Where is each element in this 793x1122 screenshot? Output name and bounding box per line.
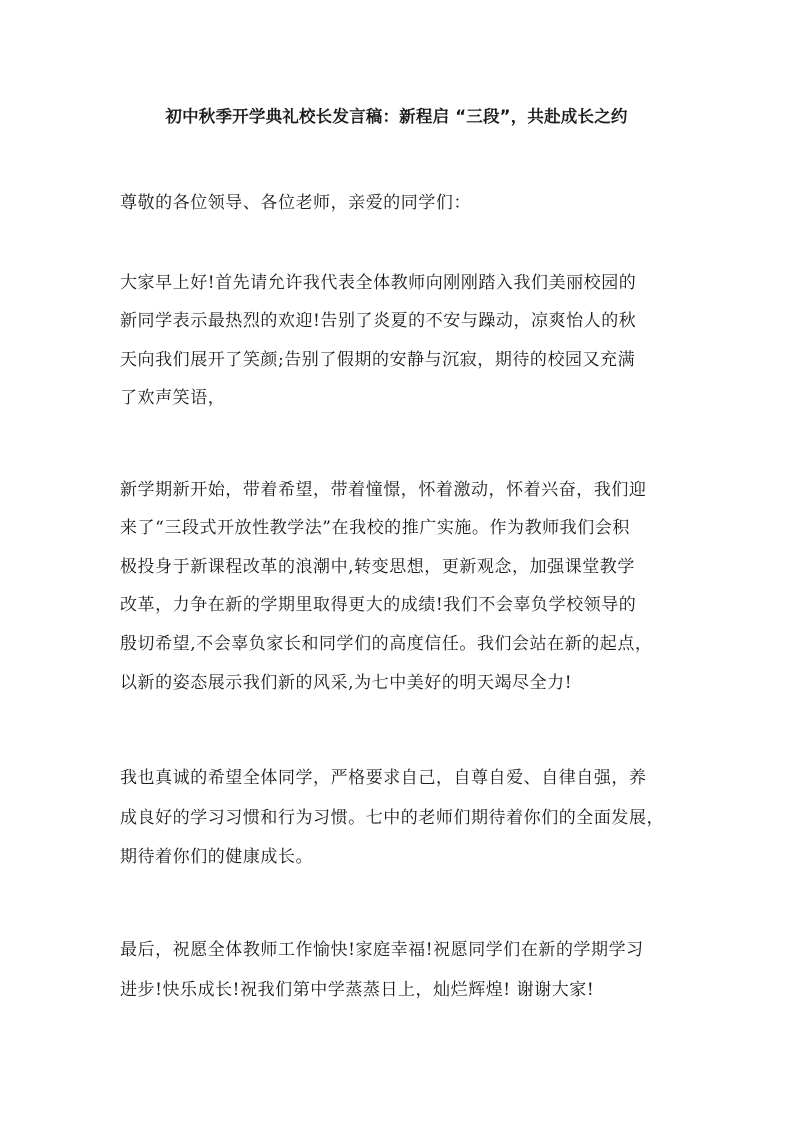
- paragraph-line: 改革，力争在新的学期里取得更大的成绩!我们不会辜负学校领导的: [120, 595, 637, 615]
- paragraph-line: 成良好的学习习惯和行为习惯。七中的老师们期待着你们的全面发展，: [120, 808, 665, 828]
- paragraph-line: 新学期新开始，带着希望，带着憧憬，怀着激动，怀着兴奋，我们迎: [120, 480, 647, 500]
- paragraph-line: 进步!快乐成长!祝我们第中学蒸蒸日上，灿烂辉煌! 谢谢大家!: [120, 980, 595, 1000]
- paragraph-line: 新同学表示最热烈的欢迎!告别了炎夏的不安与躁动，凉爽怡人的秋: [120, 311, 637, 331]
- paragraph-line: 来了“三段式开放性教学法”在我校的推广实施。作为教师我们会积: [120, 518, 630, 538]
- paragraph-line: 期待着你们的健康成长。: [120, 847, 314, 867]
- paragraph-line: 我也真诚的希望全体同学，严格要求自己，自尊自爱、自律自强，养: [120, 768, 647, 788]
- paragraph-line: 极投身于新课程改革的浪潮中,转变思想，更新观念，加强课堂教学: [120, 557, 635, 577]
- paragraph-line: 大家早上好!首先请允许我代表全体教师向刚刚踏入我们美丽校园的: [120, 273, 637, 293]
- paragraph-line: 天向我们展开了笑颜;告别了假期的安静与沉寂，期待的校园又充满: [120, 350, 636, 370]
- paragraph-line: 最后，祝愿全体教师工作愉快!家庭幸福!祝愿同学们在新的学期学习: [120, 940, 644, 960]
- document-title: 初中秋季开学典礼校长发言稿：新程启 “三段”，共赴成长之约: [165, 107, 628, 126]
- greeting: 尊敬的各位领导、各位老师，亲爱的同学们：: [120, 193, 471, 213]
- paragraph-line: 了欢声笑语，: [120, 388, 226, 408]
- paragraph-line: 以新的姿态展示我们新的风采,为七中美好的明天竭尽全力!: [120, 673, 573, 693]
- paragraph-line: 殷切希望,不会辜负家长和同学们的高度信任。我们会站在新的起点，: [120, 634, 653, 654]
